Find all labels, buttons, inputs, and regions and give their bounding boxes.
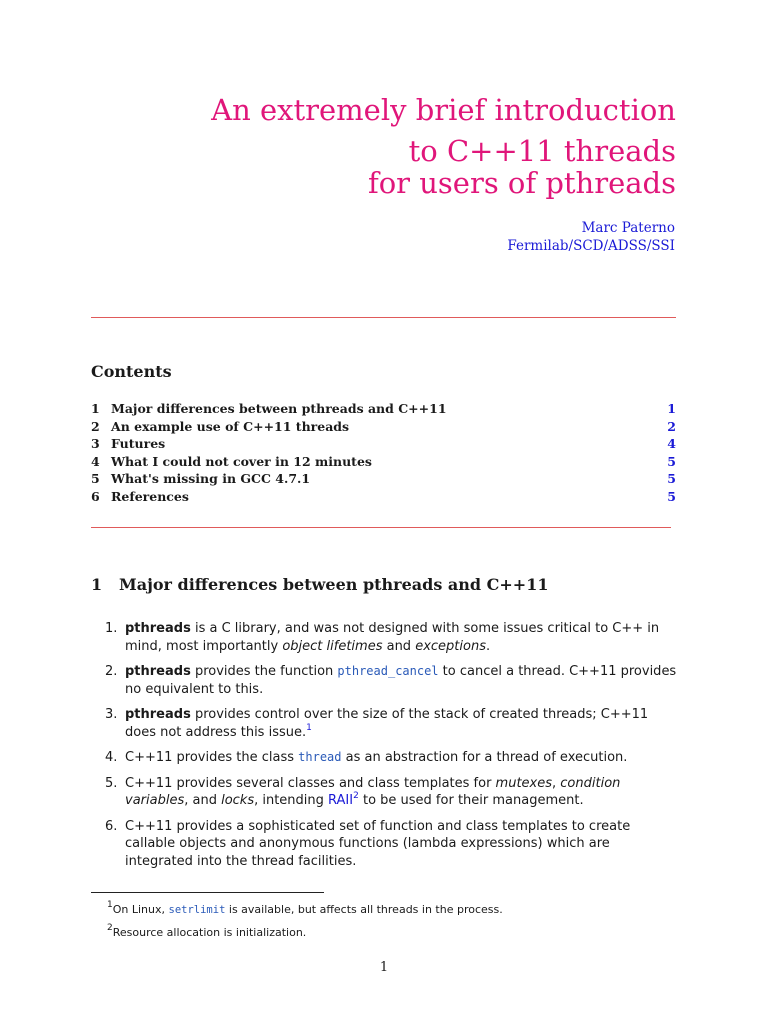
list-item bbox=[105, 818, 677, 871]
top-divider bbox=[91, 317, 676, 318]
contents-divider bbox=[91, 527, 671, 528]
toc-title: Major differences between pthreads and C++11 bbox=[111, 401, 447, 416]
item-number: 5. bbox=[105, 775, 118, 791]
item-text: to be used for their management. bbox=[358, 793, 584, 808]
item-number: 1. bbox=[105, 621, 118, 636]
list-item bbox=[105, 749, 677, 767]
bold-term: pthreads bbox=[125, 707, 191, 722]
differences-list bbox=[105, 620, 677, 878]
item-text: . bbox=[485, 638, 491, 654]
list-item bbox=[105, 706, 677, 741]
footnote-text: On Linux, bbox=[112, 903, 169, 916]
footnote-text: Resource allocation is initialization. bbox=[112, 926, 307, 939]
code-snippet: pthread_cancel bbox=[337, 664, 439, 678]
contents-heading: Contents bbox=[91, 362, 172, 381]
item-text: is a C library, and was not designed with some issues critical to C++ in mind, most importantly bbox=[125, 621, 660, 654]
item-text: , and bbox=[184, 793, 222, 808]
toc-page-link[interactable]: 4 bbox=[667, 436, 676, 451]
emphasis: locks bbox=[221, 793, 255, 808]
toc-title: References bbox=[111, 488, 189, 504]
list-item bbox=[105, 775, 677, 810]
item-text: provides control over the size of the stack of created threads; C++11 does not address this issue. bbox=[125, 707, 649, 740]
toc-title: What's missing in GCC 4.7.1 bbox=[111, 471, 311, 486]
footnote-1 bbox=[107, 900, 503, 917]
title-line-3: for users of pthreads bbox=[367, 166, 676, 200]
toc-page-link[interactable]: 5 bbox=[667, 453, 676, 469]
toc-num: 4 bbox=[91, 453, 100, 469]
footnote-mark: 1 bbox=[107, 900, 113, 910]
toc-num: 1 bbox=[91, 401, 100, 416]
author-name[interactable]: Marc Paterno bbox=[581, 220, 675, 236]
toc-title: What I could not cover in 12 minutes bbox=[111, 453, 372, 469]
item-text: C++11 provides a sophisticated set of function and class templates to create callable objects and anonymous functions (lambda expressions) which are integrated into the thread facilities. bbox=[125, 818, 631, 869]
item-text: and bbox=[382, 638, 416, 654]
toc-item-3[interactable] bbox=[91, 436, 676, 454]
code-snippet: thread bbox=[298, 750, 342, 764]
footnote-divider bbox=[91, 892, 324, 893]
item-number: 3. bbox=[105, 707, 118, 722]
item-text: provides the function bbox=[190, 664, 338, 679]
footnote-mark: 2 bbox=[107, 923, 113, 933]
footnote-text: is available, but affects all threads in the process. bbox=[225, 903, 503, 916]
toc-item-4[interactable] bbox=[91, 454, 676, 472]
toc-page-link[interactable]: 5 bbox=[667, 488, 676, 504]
toc-num: 6 bbox=[91, 488, 100, 504]
footnotes bbox=[107, 900, 503, 949]
bold-term: pthreads bbox=[125, 664, 191, 679]
list-item bbox=[105, 663, 677, 698]
item-text: , intending bbox=[254, 793, 329, 808]
toc-item-2[interactable] bbox=[91, 419, 676, 437]
toc-title: Futures bbox=[111, 436, 166, 451]
toc-num: 5 bbox=[91, 471, 100, 486]
toc-num: 3 bbox=[91, 436, 100, 451]
emphasis: exceptions bbox=[415, 638, 486, 654]
footnote-link-1[interactable]: 1 bbox=[306, 722, 312, 733]
item-number: 2. bbox=[105, 664, 118, 679]
item-text: C++11 provides the class bbox=[125, 750, 299, 765]
section-number: 1 bbox=[91, 575, 103, 594]
code-snippet: setrlimit bbox=[168, 904, 226, 916]
author-block bbox=[507, 219, 675, 255]
title-line-2: to C++11 threads bbox=[408, 134, 676, 168]
toc-num: 2 bbox=[91, 418, 100, 434]
title-line-1: An extremely brief introduction bbox=[211, 93, 676, 127]
emphasis: object lifetimes bbox=[282, 638, 383, 654]
raii-link[interactable]: RAII bbox=[328, 793, 354, 808]
item-text: as an abstraction for a thread of execution. bbox=[341, 750, 628, 765]
toc-item-6[interactable] bbox=[91, 489, 676, 507]
page-number: 1 bbox=[379, 960, 389, 975]
toc-item-5[interactable] bbox=[91, 471, 676, 489]
toc-page-link[interactable]: 1 bbox=[667, 401, 676, 416]
footnote-link-2[interactable]: 2 bbox=[353, 791, 359, 801]
document-title bbox=[211, 94, 676, 199]
toc-item-1[interactable] bbox=[91, 401, 676, 419]
item-text: , bbox=[552, 775, 561, 791]
toc-page-link[interactable]: 2 bbox=[667, 418, 676, 434]
toc-title: An example use of C++11 threads bbox=[111, 418, 350, 434]
item-number: 6. bbox=[105, 818, 118, 834]
list-item bbox=[105, 620, 677, 655]
author-affiliation[interactable]: Fermilab/SCD/ADSS/SSI bbox=[507, 238, 675, 254]
item-number: 4. bbox=[105, 750, 118, 765]
emphasis: condition variables bbox=[125, 775, 621, 808]
item-text: C++11 provides several classes and class templates for bbox=[125, 775, 496, 791]
toc-page-link[interactable]: 5 bbox=[667, 471, 676, 486]
section-heading bbox=[91, 575, 548, 594]
table-of-contents bbox=[91, 401, 676, 506]
footnote-2 bbox=[107, 923, 503, 940]
item-text: to cancel a thread. C++11 provides no equivalent to this. bbox=[125, 664, 677, 697]
bold-term: pthreads bbox=[125, 621, 191, 636]
section-title: Major differences between pthreads and C++11 bbox=[119, 575, 549, 594]
emphasis: mutexes bbox=[495, 775, 553, 791]
